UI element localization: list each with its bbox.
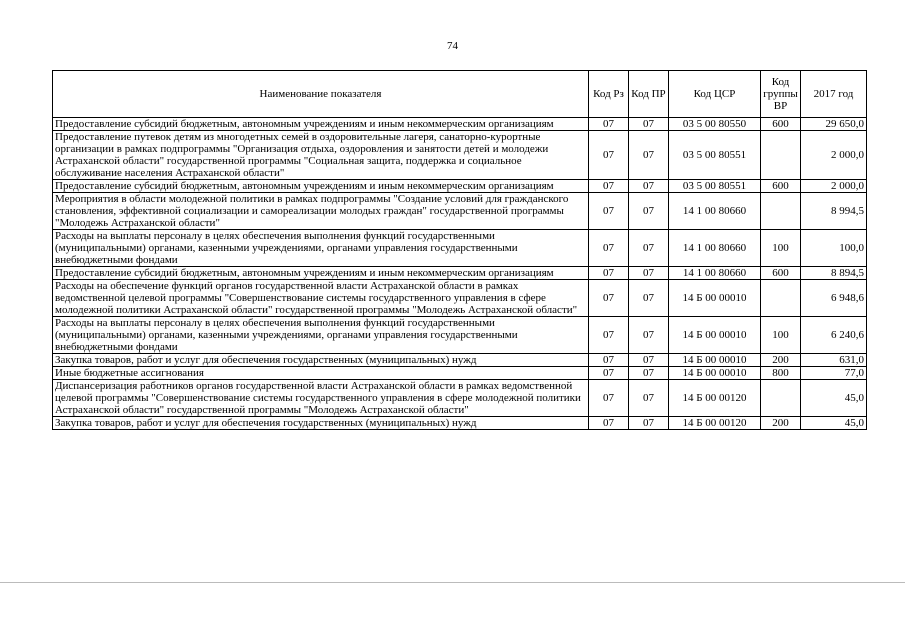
table-row: [53, 280, 867, 317]
row-pr: 07: [629, 380, 669, 417]
row-csr: 14 1 00 80660: [669, 267, 761, 280]
row-pr: 07: [629, 180, 669, 193]
row-name: Иные бюджетные ассигнования: [53, 367, 589, 380]
header-rz: Код Рз: [589, 71, 629, 118]
row-vr: [761, 193, 801, 230]
table-row: [53, 230, 867, 267]
row-csr: 14 Б 00 00010: [669, 367, 761, 380]
row-pr: 07: [629, 317, 669, 354]
row-name: Расходы на выплаты персоналу в целях обеспечения выполнения функций государственными (муниципальными) органами, казенными учреждениями, органами управления государственными внебюджетными фондами: [53, 317, 589, 354]
table-row: [53, 193, 867, 230]
row-rz: 07: [589, 280, 629, 317]
row-vr: 600: [761, 180, 801, 193]
row-amount: 2 000,0: [801, 180, 867, 193]
table-row: [53, 118, 867, 131]
row-amount: 100,0: [801, 230, 867, 267]
row-csr: 14 1 00 80660: [669, 230, 761, 267]
row-csr: 14 1 00 80660: [669, 193, 761, 230]
row-pr: 07: [629, 118, 669, 131]
row-csr: 14 Б 00 00120: [669, 417, 761, 430]
row-vr: 600: [761, 118, 801, 131]
row-rz: 07: [589, 354, 629, 367]
row-amount: 631,0: [801, 354, 867, 367]
row-vr: [761, 280, 801, 317]
row-rz: 07: [589, 118, 629, 131]
row-pr: 07: [629, 230, 669, 267]
row-rz: 07: [589, 131, 629, 180]
header-vr: Код группы ВР: [761, 71, 801, 118]
row-amount: 8 994,5: [801, 193, 867, 230]
row-rz: 07: [589, 367, 629, 380]
row-amount: 45,0: [801, 380, 867, 417]
row-pr: 07: [629, 417, 669, 430]
row-amount: 45,0: [801, 417, 867, 430]
row-vr: 100: [761, 230, 801, 267]
row-amount: 6 240,6: [801, 317, 867, 354]
table-row: [53, 317, 867, 354]
row-rz: 07: [589, 180, 629, 193]
budget-table: [52, 70, 867, 430]
row-amount: 8 894,5: [801, 267, 867, 280]
row-amount: 2 000,0: [801, 131, 867, 180]
row-pr: 07: [629, 131, 669, 180]
row-pr: 07: [629, 280, 669, 317]
table-row: [53, 367, 867, 380]
row-rz: 07: [589, 267, 629, 280]
row-vr: [761, 131, 801, 180]
row-name: Расходы на выплаты персоналу в целях обеспечения выполнения функций государственными (муниципальными) органами, казенными учреждениями, органами управления государственными внебюджетными фондами: [53, 230, 589, 267]
row-pr: 07: [629, 267, 669, 280]
row-name: Расходы на обеспечение функций органов государственной власти Астраханской области в рамках ведомственной целевой программы "Совершенствование системы государственного управления в сфере молодежной политики Астраханской области" государственной программы "Молодежь Астраханской области": [53, 280, 589, 317]
row-csr: 14 Б 00 00010: [669, 280, 761, 317]
row-name: Закупка товаров, работ и услуг для обеспечения государственных (муниципальных) нужд: [53, 417, 589, 430]
row-amount: 6 948,6: [801, 280, 867, 317]
row-name: Закупка товаров, работ и услуг для обеспечения государственных (муниципальных) нужд: [53, 354, 589, 367]
row-name: Предоставление субсидий бюджетным, автономным учреждениям и иным некоммерческим организациям: [53, 118, 589, 131]
row-vr: 200: [761, 417, 801, 430]
table-row: [53, 131, 867, 180]
row-name: Мероприятия в области молодежной политики в рамках подпрограммы "Создание условий для гражданского становления, эффективной социализации и самореализации молодых граждан" государственной программы "Молодежь Астраханской области": [53, 193, 589, 230]
row-csr: 03 5 00 80551: [669, 131, 761, 180]
page-bottom-line: [0, 582, 905, 583]
row-pr: 07: [629, 193, 669, 230]
row-rz: 07: [589, 417, 629, 430]
table-header: [53, 71, 867, 118]
row-rz: 07: [589, 193, 629, 230]
table-row: [53, 417, 867, 430]
header-row: [53, 71, 867, 118]
row-rz: 07: [589, 317, 629, 354]
row-csr: 03 5 00 80550: [669, 118, 761, 131]
row-pr: 07: [629, 354, 669, 367]
row-vr: 600: [761, 267, 801, 280]
row-csr: 03 5 00 80551: [669, 180, 761, 193]
row-pr: 07: [629, 367, 669, 380]
row-name: Предоставление путевок детям из многодетных семей в оздоровительные лагеря, санаторно-курортные организации в рамках подпрограммы "Организация отдыха, оздоровления и занятости детей и молодежи Астраханской области" государственной программы "Социальная защита, поддержка и социальное обслуживание населения Астраханской области": [53, 131, 589, 180]
row-vr: 100: [761, 317, 801, 354]
table-row: [53, 354, 867, 367]
table-row: [53, 267, 867, 280]
row-vr: [761, 380, 801, 417]
row-amount: 77,0: [801, 367, 867, 380]
header-csr: Код ЦСР: [669, 71, 761, 118]
row-csr: 14 Б 00 00010: [669, 317, 761, 354]
header-year: 2017 год: [801, 71, 867, 118]
table-body: [53, 118, 867, 430]
row-name: Диспансеризация работников органов государственной власти Астраханской области в рамках ведомственной целевой программы "Совершенствование системы государственного управления в сфере молодежной политики Астраханской области" государственной программы "Молодежь Астраханской области": [53, 380, 589, 417]
header-pr: Код ПР: [629, 71, 669, 118]
table-row: [53, 180, 867, 193]
row-name: Предоставление субсидий бюджетным, автономным учреждениям и иным некоммерческим организациям: [53, 267, 589, 280]
row-rz: 07: [589, 230, 629, 267]
table-row: [53, 380, 867, 417]
row-name: Предоставление субсидий бюджетным, автономным учреждениям и иным некоммерческим организациям: [53, 180, 589, 193]
header-name: Наименование показателя: [53, 71, 589, 118]
row-csr: 14 Б 00 00120: [669, 380, 761, 417]
row-vr: 200: [761, 354, 801, 367]
page-number: 74: [447, 40, 458, 52]
row-csr: 14 Б 00 00010: [669, 354, 761, 367]
row-vr: 800: [761, 367, 801, 380]
row-rz: 07: [589, 380, 629, 417]
row-amount: 29 650,0: [801, 118, 867, 131]
